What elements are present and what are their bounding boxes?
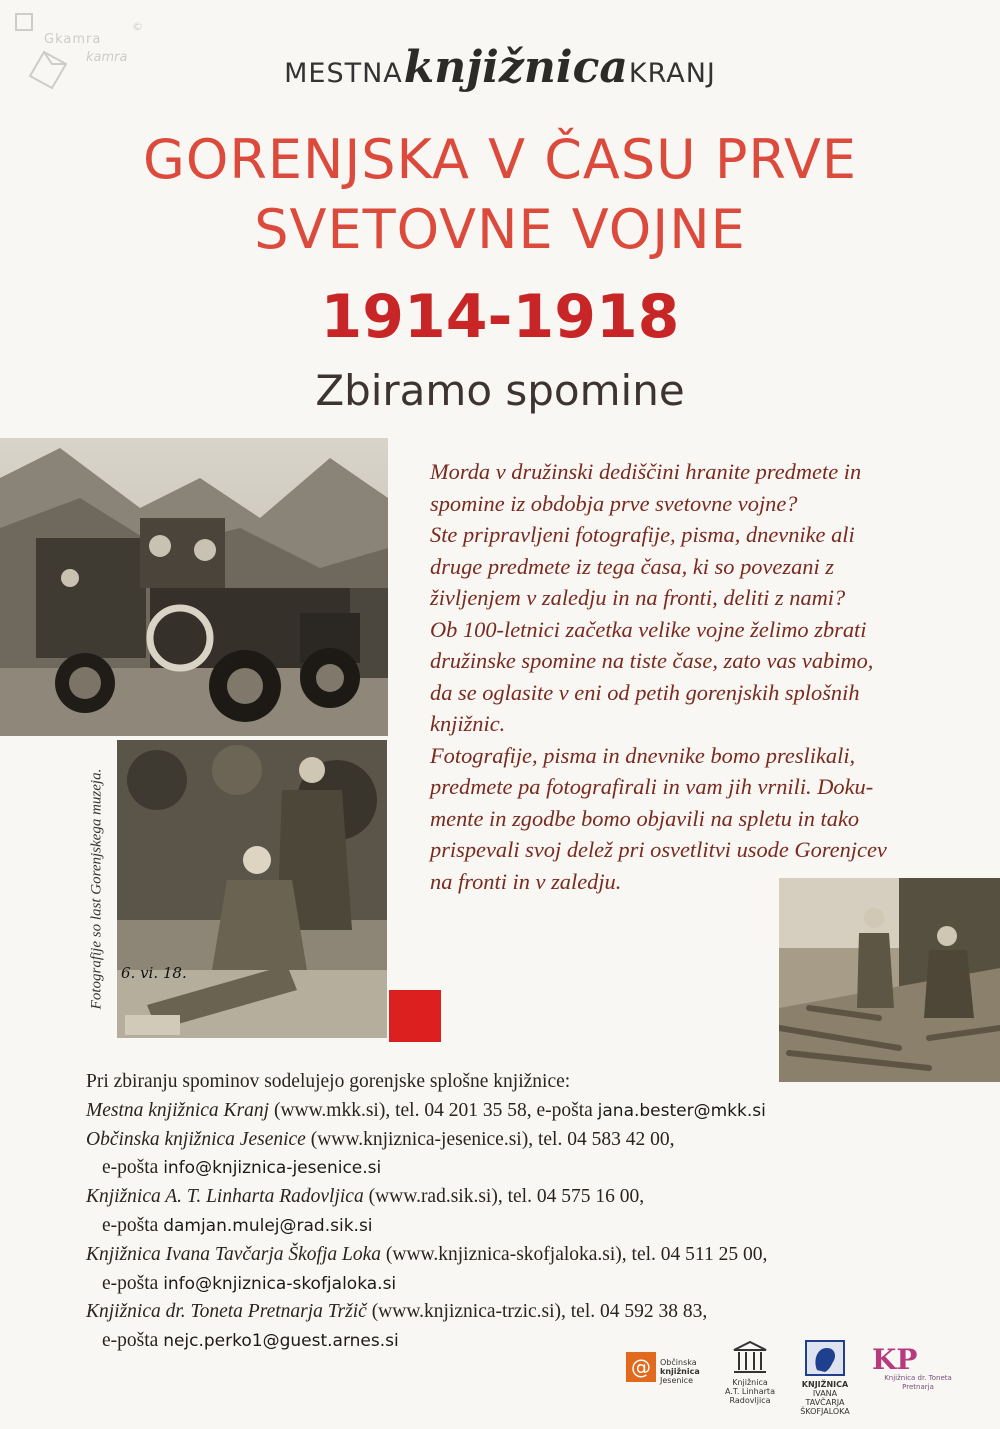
logo-trzic-l1: Knjižnica dr. Toneta Pretnarja	[884, 1374, 952, 1391]
intro-line: predmete pa fotografirali in vam jih vrnili. Doku-	[430, 774, 874, 799]
email-link[interactable]: jana.bester@mkk.si	[597, 1100, 766, 1121]
photo-soldiers	[117, 740, 387, 1038]
logo-suffix: KRANJ	[628, 58, 716, 89]
library-details: (www.rad.sik.si), tel. 04 575 16 00,	[363, 1186, 645, 1208]
intro-line: Morda v družinski dediščini hranite predmete in	[430, 459, 862, 484]
logo-skofjaloka-l1: KNJIŽNICA	[801, 1380, 849, 1389]
logo-jesenice-l1: Občinska	[660, 1358, 697, 1367]
library-name: Knjižnica A. T. Linharta Radovljica	[86, 1186, 364, 1208]
library-name: Knjižnica Ivana Tavčarja Škofja Loka	[86, 1243, 382, 1265]
logo-skofjaloka	[794, 1340, 856, 1416]
logo-prefix: MESTNA	[284, 58, 403, 89]
watermark-copyright: ©	[132, 20, 143, 33]
photo-credit	[84, 740, 110, 1038]
logo-trzic	[868, 1343, 968, 1392]
subtitle: Zbiramo spomine	[315, 366, 685, 415]
library-name: Mestna knjižnica Kranj	[86, 1099, 270, 1121]
email-link[interactable]: nejc.perko1@guest.arnes.si	[163, 1331, 399, 1352]
logo-trzic-mark: KP	[872, 1343, 918, 1376]
library-name: Občinska knjižnica Jesenice	[86, 1128, 306, 1150]
contact-jesenice	[86, 1126, 966, 1155]
logo-radovljica-l3: Radovljica	[729, 1396, 771, 1405]
intro-line: Ste pripravljeni fotografije, pisma, dnevnike ali	[430, 522, 855, 547]
library-name: Knjižnica dr. Toneta Pretnarja Tržič	[86, 1301, 367, 1323]
logo-skofjaloka-l2: IVANA TAVČARJA	[805, 1389, 845, 1407]
intro-line: da se oglasite v eni od petih gorenjskih splošnih	[430, 679, 860, 705]
contact-skofjaloka-email	[86, 1270, 966, 1299]
logo-middle: knjižnica	[403, 42, 628, 93]
intro-line: druge predmete iz tega časa, ki so povezani z	[430, 553, 834, 579]
intro-line: Fotografije, pisma in dnevnike bomo preslikali,	[430, 742, 856, 768]
email-label: e-pošta	[102, 1330, 164, 1352]
portrait-icon	[805, 1340, 845, 1376]
intro-line: Ob 100-letnici začetka velike vojne želimo zbrati	[430, 616, 867, 642]
contacts-intro: Pri zbiranju spominov sodelujejo gorenjske splošne knjižnice:	[86, 1071, 571, 1092]
years: 1914-1918	[320, 282, 680, 352]
library-details: (www.knjiznica-jesenice.si), tel. 04 583 42 00,	[305, 1128, 675, 1150]
logo-radovljica	[722, 1340, 778, 1405]
intro-line: spomine iz obdobja prve svetovne vojne?	[430, 490, 798, 516]
intro-line: mente in zgodbe bomo objavili na spletu in tako	[430, 805, 860, 831]
watermark-sub: kamra	[86, 50, 128, 65]
email-label: e-pošta	[102, 1214, 164, 1236]
logo-skofjaloka-l3: ŠKOFJALOKA	[800, 1407, 850, 1416]
at-icon: @	[626, 1352, 656, 1382]
red-square	[389, 990, 441, 1042]
library-details: (www.knjiznica-skofjaloka.si), tel. 04 511 25 00,	[381, 1243, 768, 1265]
building-icon	[730, 1340, 770, 1374]
intro-text	[430, 456, 950, 897]
contact-kranj	[86, 1097, 966, 1126]
library-details: (www.mkk.si), tel. 04 201 35 58, e-pošta	[269, 1099, 598, 1121]
email-link[interactable]: damjan.mulej@rad.sik.si	[163, 1215, 373, 1236]
photo-caption: 6. vi. 18.	[121, 964, 187, 982]
intro-line: prispevali svoj delež pri osvetlitvi usode Gorenjcev	[430, 837, 887, 862]
intro-line: družinske spomine na tiste čase, zato vas vabimo,	[430, 648, 874, 673]
watermark-brand: Gkamra	[44, 32, 102, 47]
title-line-2: SVETOVNE VOJNE	[254, 198, 746, 261]
email-label: e-pošta	[102, 1157, 164, 1179]
contact-radovljica-email	[86, 1212, 966, 1241]
photo-credit-text: Fotografije so last Gorenjskega muzeja.	[88, 768, 105, 1010]
photo-camp	[779, 878, 1000, 1082]
email-label: e-pošta	[102, 1272, 164, 1294]
title-line-1: GORENJSKA V ČASU PRVE	[142, 128, 858, 191]
library-details: (www.knjiznica-trzic.si), tel. 04 592 38 83,	[366, 1301, 708, 1323]
contact-trzic	[86, 1298, 966, 1327]
email-link[interactable]: info@knjiznica-skofjaloka.si	[163, 1273, 397, 1294]
intro-line: na fronti in v zaledju.	[430, 868, 622, 894]
intro-line: življenjem v zaledju in na fronti, deliti z nami?	[430, 585, 846, 610]
logo-jesenice-l2: knjižnica	[660, 1367, 700, 1376]
logo-jesenice-l3: Jesenice	[660, 1376, 693, 1385]
contact-skofjaloka	[86, 1241, 966, 1270]
photo-vehicle	[0, 438, 388, 736]
contact-list	[86, 1068, 966, 1356]
contact-jesenice-email	[86, 1154, 966, 1183]
email-link[interactable]: info@knjiznica-jesenice.si	[163, 1158, 382, 1179]
logo-radovljica-l2: A.T. Linharta	[725, 1387, 775, 1396]
contact-radovljica	[86, 1183, 966, 1212]
library-logo	[0, 42, 1000, 93]
intro-line: knjižnic.	[430, 711, 506, 736]
logo-radovljica-l1: Knjižnica	[732, 1378, 768, 1387]
